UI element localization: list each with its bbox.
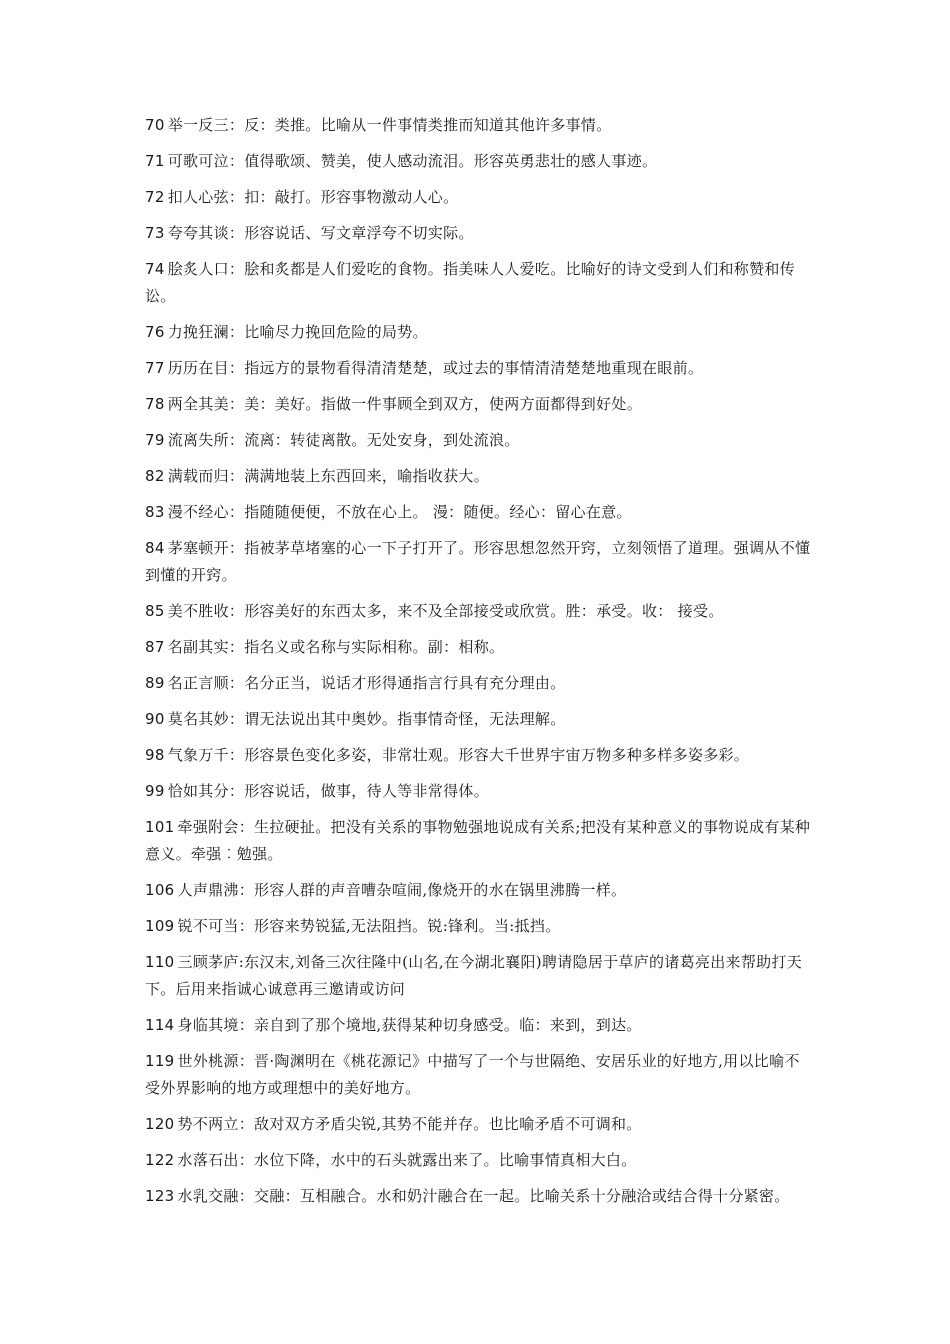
entry-text: 牵强附会：生拉硬扯。把没有关系的事物勉强地说成有关系;把没有某种意义的事物说成有某种意义。牵强︰勉强。 bbox=[145, 818, 811, 863]
entry-number: 79 bbox=[145, 431, 165, 449]
entry-text: 水落石出：水位下降，水中的石头就露出来了。比喻事情真相大白。 bbox=[177, 1151, 637, 1169]
idiom-entry bbox=[145, 112, 811, 139]
idiom-entry bbox=[145, 355, 811, 382]
entry-text: 夸夸其谈：形容说话、写文章浮夸不切实际。 bbox=[167, 224, 474, 242]
idiom-entry bbox=[145, 535, 811, 589]
entry-number: 85 bbox=[145, 602, 165, 620]
idiom-entry bbox=[145, 670, 811, 697]
entry-text: 名正言顺：名分正当，说话才形得通指言行具有充分理由。 bbox=[167, 674, 566, 692]
idiom-entry bbox=[145, 1012, 811, 1039]
entry-text: 势不两立：敌对双方矛盾尖锐,其势不能并存。也比喻矛盾不可调和。 bbox=[177, 1115, 642, 1133]
idiom-entry bbox=[145, 598, 811, 625]
idiom-entry bbox=[145, 463, 811, 490]
entry-text: 美不胜收：形容美好的东西太多，来不及全部接受或欣赏。胜：承受。收： 接受。 bbox=[167, 602, 724, 620]
entry-text: 莫名其妙：谓无法说出其中奥妙。指事情奇怪，无法理解。 bbox=[167, 710, 566, 728]
entry-number: 98 bbox=[145, 746, 165, 764]
entry-number: 90 bbox=[145, 710, 165, 728]
entry-text: 人声鼎沸：形容人群的声音嘈杂喧闹,像烧开的水在锅里沸腾一样。 bbox=[177, 881, 627, 899]
entry-number: 110 bbox=[145, 953, 175, 971]
entry-number: 106 bbox=[145, 881, 175, 899]
entry-text: 历历在目：指远方的景物看得清清楚楚，或过去的事情清清楚楚地重现在眼前。 bbox=[167, 359, 704, 377]
idiom-entry bbox=[145, 706, 811, 733]
entry-number: 119 bbox=[145, 1052, 175, 1070]
entry-number: 82 bbox=[145, 467, 165, 485]
idiom-entry bbox=[145, 391, 811, 418]
entry-text: 恰如其分：形容说话，做事，待人等非常得体。 bbox=[167, 782, 489, 800]
entry-number: 70 bbox=[145, 116, 165, 134]
entry-number: 84 bbox=[145, 539, 165, 557]
idiom-entry bbox=[145, 319, 811, 346]
entry-text: 名副其实：指名义或名称与实际相称。副：相称。 bbox=[167, 638, 505, 656]
entry-text: 脍炙人口：脍和炙都是人们爱吃的食物。指美味人人爱吃。比喻好的诗文受到人们和称赞和传讼。 bbox=[145, 260, 795, 305]
entry-number: 72 bbox=[145, 188, 165, 206]
entry-number: 83 bbox=[145, 503, 165, 521]
entry-number: 89 bbox=[145, 674, 165, 692]
entry-text: 流离失所：流离：转徒离散。无处安身，到处流浪。 bbox=[167, 431, 520, 449]
entry-text: 两全其美：美：美好。指做一件事顾全到双方，使两方面都得到好处。 bbox=[167, 395, 642, 413]
idiom-entry bbox=[145, 949, 811, 1003]
idiom-entry bbox=[145, 778, 811, 805]
entry-number: 109 bbox=[145, 917, 175, 935]
idiom-entry bbox=[145, 184, 811, 211]
idiom-entry bbox=[145, 148, 811, 175]
idiom-entry bbox=[145, 877, 811, 904]
idiom-entry bbox=[145, 1147, 811, 1174]
idiom-entry bbox=[145, 427, 811, 454]
entry-text: 满载而归：满满地装上东西回来，喻指收获大。 bbox=[167, 467, 489, 485]
entry-number: 114 bbox=[145, 1016, 175, 1034]
entry-number: 74 bbox=[145, 260, 165, 278]
idiom-entry bbox=[145, 1183, 811, 1210]
entry-text: 茅塞顿开：指被茅草堵塞的心一下子打开了。形容思想忽然开窍，立刻领悟了道理。强调从不懂到懂的开窍。 bbox=[145, 539, 811, 584]
idiom-entry bbox=[145, 742, 811, 769]
entry-number: 87 bbox=[145, 638, 165, 656]
idiom-entry bbox=[145, 814, 811, 868]
entry-text: 锐不可当：形容来势锐猛,无法阻挡。锐:锋利。当:抵挡。 bbox=[177, 917, 561, 935]
idiom-entry bbox=[145, 1111, 811, 1138]
entry-text: 扣人心弦：扣：敲打。形容事物激动人心。 bbox=[167, 188, 459, 206]
entry-number: 122 bbox=[145, 1151, 175, 1169]
entry-text: 世外桃源：晋·陶渊明在《桃花源记》中描写了一个与世隔绝、安居乐业的好地方,用以比喻不受外界影响的地方或理想中的美好地方。 bbox=[145, 1052, 800, 1097]
entry-text: 举一反三：反：类推。比喻从一件事情类推而知道其他许多事情。 bbox=[167, 116, 612, 134]
idiom-entry bbox=[145, 913, 811, 940]
idiom-entry bbox=[145, 499, 811, 526]
idiom-entry bbox=[145, 1048, 811, 1102]
entry-text: 三顾茅庐:东汉末,刘备三次往隆中(山名,在今湖北襄阳)聘请隐居于草庐的诸葛亮出来帮助打天下。后用来指诚心诚意再三邀请或访问 bbox=[145, 953, 803, 998]
document-body bbox=[145, 112, 811, 1219]
entry-number: 120 bbox=[145, 1115, 175, 1133]
entry-number: 101 bbox=[145, 818, 175, 836]
idiom-entry bbox=[145, 256, 811, 310]
entry-text: 可歌可泣：值得歌颂、赞美，使人感动流泪。形容英勇悲壮的感人事迹。 bbox=[167, 152, 658, 170]
entry-number: 99 bbox=[145, 782, 165, 800]
entry-number: 78 bbox=[145, 395, 165, 413]
entry-number: 77 bbox=[145, 359, 165, 377]
entry-number: 123 bbox=[145, 1187, 175, 1205]
entry-text: 气象万千：形容景色变化多姿，非常壮观。形容大千世界宇宙万物多种多样多姿多彩。 bbox=[167, 746, 750, 764]
idiom-entry bbox=[145, 220, 811, 247]
entry-number: 73 bbox=[145, 224, 165, 242]
entry-text: 水乳交融：交融：互相融合。水和奶汁融合在一起。比喻关系十分融洽或结合得十分紧密。 bbox=[177, 1187, 790, 1205]
entry-text: 身临其境：亲自到了那个境地,获得某种切身感受。临：来到，到达。 bbox=[177, 1016, 642, 1034]
idiom-entry bbox=[145, 634, 811, 661]
entry-text: 力挽狂澜：比喻尽力挽回危险的局势。 bbox=[167, 323, 428, 341]
entry-number: 71 bbox=[145, 152, 165, 170]
entry-text: 漫不经心：指随随便便，不放在心上。 漫：随便。经心：留心在意。 bbox=[167, 503, 632, 521]
entry-number: 76 bbox=[145, 323, 165, 341]
